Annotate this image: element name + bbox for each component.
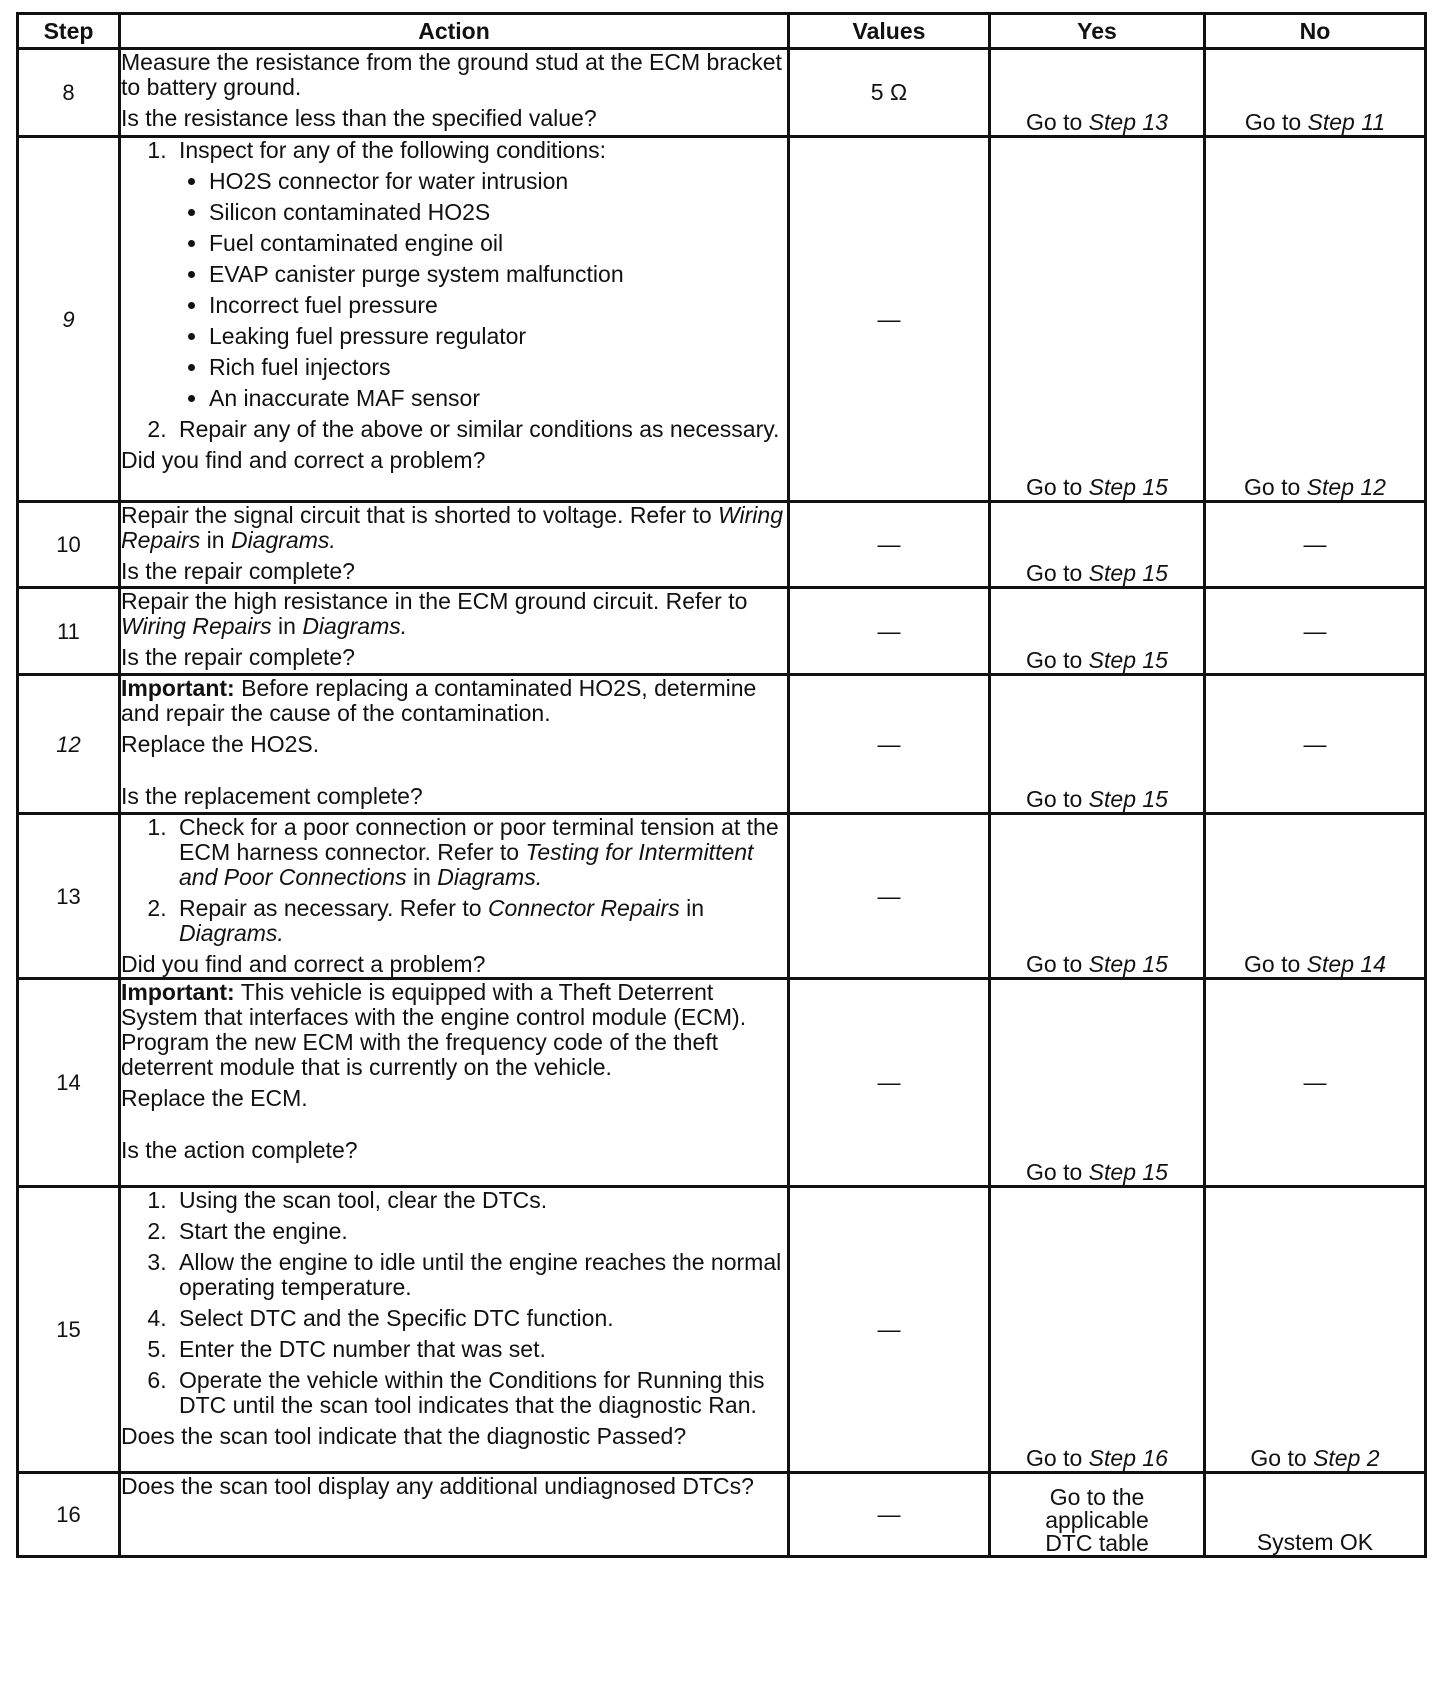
goto-prefix: Go to	[1026, 647, 1083, 673]
step-number: 15	[18, 1187, 120, 1473]
question-text: Does the scan tool display any additional undiagnosed DTCs?	[121, 1473, 754, 1499]
yes-cell	[990, 49, 1205, 137]
condition-item: • Leaking fuel pressure regulator	[209, 324, 787, 349]
condition-item: • HO2S connector for water intrusion	[209, 169, 787, 194]
question-text: Is the repair complete?	[121, 558, 355, 584]
table-row	[18, 49, 1426, 137]
no-cell	[1205, 814, 1426, 979]
goto-step-link[interactable]: Step 12	[1306, 474, 1386, 500]
action-cell	[120, 49, 789, 137]
value-cell: —	[789, 588, 990, 675]
action-step-item: 4. Select DTC and the Specific DTC function.	[173, 1306, 787, 1331]
goto-prefix: Go to	[1026, 109, 1083, 135]
action-step-item: 1. Using the scan tool, clear the DTCs.	[173, 1188, 787, 1213]
no-cell	[1205, 137, 1426, 502]
goto-step-link[interactable]: Step 11	[1307, 109, 1386, 135]
action-cell	[120, 137, 789, 502]
table-row	[18, 588, 1426, 675]
no-cell: —	[1205, 979, 1426, 1187]
step-number: 13	[18, 814, 120, 979]
yes-cell	[990, 814, 1205, 979]
reference-link[interactable]: Connector Repairs	[487, 895, 680, 921]
condition-item: • EVAP canister purge system malfunction	[209, 262, 787, 287]
condition-item: • Fuel contaminated engine oil	[209, 231, 787, 256]
yes-cell	[990, 979, 1205, 1187]
no-cell	[1205, 1187, 1426, 1473]
step-number: 14	[18, 979, 120, 1187]
condition-item: • Silicon contaminated HO2S	[209, 200, 787, 225]
action-step-item: 2. Repair any of the above or similar conditions as necessary.	[173, 417, 787, 442]
action-step-item: 3. Allow the engine to idle until the engine reaches the normal operating temperature.	[173, 1250, 787, 1300]
important-label: Important:	[121, 675, 235, 701]
action-steps	[121, 1188, 787, 1418]
yes-cell[interactable]	[990, 1473, 1205, 1557]
header-no: No	[1205, 14, 1426, 49]
step-number: 8	[18, 49, 120, 137]
goto-step-link[interactable]: Step 15	[1088, 647, 1168, 673]
step-number: 12	[18, 675, 120, 814]
action-cell	[120, 1473, 789, 1557]
goto-prefix: Go to	[1026, 786, 1083, 812]
no-cell: —	[1205, 588, 1426, 675]
action-cell	[120, 814, 789, 979]
table-row	[18, 137, 1426, 502]
action-cell	[120, 675, 789, 814]
action-text: Measure the resistance from the ground stud at the ECM bracket to battery ground.	[121, 49, 782, 100]
table-row	[18, 1473, 1426, 1557]
goto-step-link[interactable]: Step 15	[1088, 786, 1168, 812]
question-text: Did you find and correct a problem?	[121, 447, 486, 473]
goto-step-link[interactable]: Step 16	[1088, 1445, 1168, 1471]
condition-list	[179, 169, 787, 411]
goto-step-link[interactable]: Step 13	[1088, 109, 1168, 135]
reference-link[interactable]: Wiring Repairs	[121, 502, 783, 553]
value-cell: —	[789, 979, 990, 1187]
important-label: Important:	[121, 979, 235, 1005]
value-cell: —	[789, 814, 990, 979]
action-step-item: 2. Start the engine.	[173, 1219, 787, 1244]
table-row	[18, 502, 1426, 588]
reference-link[interactable]: Diagrams.	[179, 920, 284, 946]
no-cell: —	[1205, 675, 1426, 814]
goto-prefix: Go to	[1026, 1445, 1083, 1471]
goto-step-link[interactable]: Step 15	[1088, 474, 1168, 500]
yes-line: DTC table	[1045, 1530, 1149, 1556]
yes-cell	[990, 675, 1205, 814]
action-step-item: 2. Repair as necessary. Refer to Connector Repairs in Diagrams.	[173, 896, 787, 946]
goto-step-link[interactable]: Step 15	[1088, 1159, 1168, 1185]
action-cell	[120, 588, 789, 675]
table-row	[18, 675, 1426, 814]
yes-cell	[990, 502, 1205, 588]
important-note: Important: Before replacing a contaminated HO2S, determine and repair the cause of the contamination.	[121, 675, 757, 726]
no-cell	[1205, 49, 1426, 137]
goto-prefix: Go to	[1026, 1159, 1083, 1185]
goto-step-link[interactable]: Step 14	[1306, 951, 1386, 977]
yes-cell	[990, 588, 1205, 675]
value-cell: —	[789, 502, 990, 588]
value-cell: —	[789, 675, 990, 814]
goto-step-link[interactable]: Step 2	[1313, 1445, 1380, 1471]
important-note: Important: This vehicle is equipped with a Theft Deterrent System that interfaces with the engine control module (ECM). Program the new ECM with the frequency code of the theft deterrent module that is currently on the vehicle.	[121, 979, 747, 1080]
action-text: Repair the high resistance in the ECM ground circuit. Refer to Wiring Repairs in Diagrams.	[121, 588, 748, 639]
action-step-item: 6. Operate the vehicle within the Conditions for Running this DTC until the scan tool indicates that the diagnostic Ran.	[173, 1368, 787, 1418]
condition-item: • Rich fuel injectors	[209, 355, 787, 380]
reference-link[interactable]: Testing for Intermittent and Poor Connections	[179, 839, 754, 890]
reference-link[interactable]: Diagrams.	[302, 613, 408, 639]
action-cell	[120, 1187, 789, 1473]
value-cell: 5 Ω	[789, 49, 990, 137]
header-yes: Yes	[990, 14, 1205, 49]
question-text: Is the action complete?	[121, 1137, 358, 1163]
question-text: Did you find and correct a problem?	[121, 951, 486, 977]
value-cell: —	[789, 1187, 990, 1473]
goto-prefix: Go to	[1244, 951, 1301, 977]
reference-link[interactable]: Diagrams.	[230, 527, 336, 553]
step-number: 10	[18, 502, 120, 588]
header-values: Values	[789, 14, 990, 49]
yes-line: applicable	[1045, 1507, 1149, 1533]
header-step: Step	[18, 14, 120, 49]
table-row	[18, 814, 1426, 979]
goto-prefix: Go to	[1244, 474, 1301, 500]
question-text: Is the repair complete?	[121, 644, 355, 670]
action-step-item: 5. Enter the DTC number that was set.	[173, 1337, 787, 1362]
condition-item: • An inaccurate MAF sensor	[209, 386, 787, 411]
goto-step-link[interactable]: Step 15	[1088, 560, 1168, 586]
yes-cell	[990, 137, 1205, 502]
question-text: Is the resistance less than the specified value?	[121, 105, 597, 131]
question-text: Is the replacement complete?	[121, 783, 423, 809]
action-steps	[121, 815, 787, 946]
goto-prefix: Go to	[1026, 951, 1083, 977]
action-cell	[120, 502, 789, 588]
question-text: Does the scan tool indicate that the diagnostic Passed?	[121, 1423, 687, 1449]
table-row	[18, 979, 1426, 1187]
step-number: 16	[18, 1473, 120, 1557]
instruction-text: Replace the ECM.	[121, 1085, 308, 1111]
yes-line: Go to the	[1049, 1484, 1145, 1510]
action-steps	[121, 138, 787, 442]
goto-prefix: Go to	[1026, 474, 1083, 500]
diagnostic-table	[16, 12, 1427, 1558]
goto-prefix: Go to	[1250, 1445, 1307, 1471]
action-text: Repair the signal circuit that is shorted to voltage. Refer to Wiring Repairs in Diagrams.	[121, 502, 783, 553]
no-cell: —	[1205, 502, 1426, 588]
goto-prefix: Go to	[1026, 560, 1083, 586]
goto-step-link[interactable]: Step 15	[1088, 951, 1168, 977]
yes-cell	[990, 1187, 1205, 1473]
action-step-item: 1. Inspect for any of the following conditions: • HO2S connector for water intrusion • Silicon contaminated HO2S • Fuel contaminated engine oil • EVAP canister purge system malfunction • Incorrect fuel pressure • Leaking fuel pressure regulator • Rich fuel injectors • An inaccurate MAF sensor	[173, 138, 787, 411]
header-action: Action	[120, 14, 789, 49]
goto-prefix: Go to	[1244, 109, 1302, 135]
reference-link[interactable]: Wiring Repairs	[121, 613, 272, 639]
value-cell: —	[789, 1473, 990, 1557]
instruction-text: Replace the HO2S.	[121, 731, 320, 757]
action-step-item: 1. Check for a poor connection or poor terminal tension at the ECM harness connector. Refer to Testing for Intermittent and Poor Connections in Diagrams.	[173, 815, 787, 890]
no-cell: System OK	[1205, 1473, 1426, 1557]
condition-item: • Incorrect fuel pressure	[209, 293, 787, 318]
step-number: 9	[18, 137, 120, 502]
table-header-row	[18, 14, 1426, 49]
action-cell	[120, 979, 789, 1187]
value-cell: —	[789, 137, 990, 502]
reference-link[interactable]: Diagrams.	[437, 864, 543, 890]
table-row	[18, 1187, 1426, 1473]
step-number: 11	[18, 588, 120, 675]
